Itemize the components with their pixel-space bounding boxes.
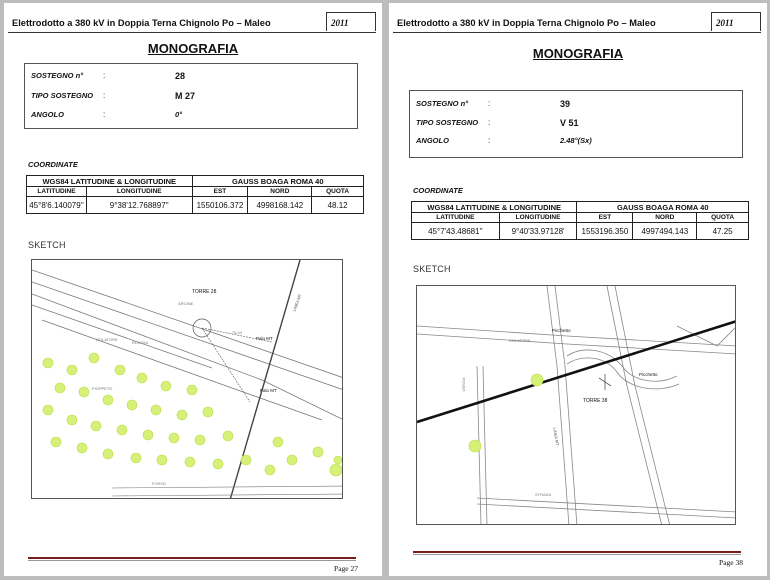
info-row-tipo [25,91,357,105]
angolo-label: ANGOLO [31,110,64,119]
col-quota: QUOTA [697,213,749,223]
monografia-title: MONOGRAFIA [147,41,239,56]
sketch-strada-label: STRADA [535,492,552,497]
sketch-torre-label: TORRE 38 [583,398,608,404]
header-title: Elettrodotto a 380 kV in Doppia Terna Chignolo Po – Maleo [12,18,271,28]
monografia-title: MONOGRAFIA [532,46,624,61]
colon: : [488,118,491,127]
document-page-38 [389,3,767,576]
sketch-label: SKETCH [28,240,66,250]
sketch-colatore-label: COLATORE [96,337,118,342]
footer-rule [413,554,741,555]
col-nord: NORD [633,213,697,223]
sketch-distance-label: 75.44 [232,330,243,335]
colon: : [103,110,106,119]
info-row-tipo [410,118,742,132]
page-number: Page 27 [334,564,358,573]
val-quota: 47.25 [697,223,749,240]
val-longitudine: 9°40'33.97128' [499,223,577,240]
sketch-torre-label: TORRE 28 [192,289,217,295]
wgs84-header: WGS84 LATITUDINE & LONGITUDINE [27,176,193,187]
val-latitudine: 45°8'6.140079'' [27,197,87,214]
col-est: EST [577,213,633,223]
sketch-roggia-label: ROGGIA [132,340,149,345]
val-est: 1550106.372 [192,197,248,214]
sketch-palo-label: Palo MT [260,388,277,393]
angolo-value: 0° [175,110,183,119]
sketch-map [416,285,736,525]
info-row-angolo [410,136,742,150]
sketch-colatore-label: COLATORE [509,338,531,343]
document-page-27 [4,3,382,576]
sostegno-label: SOSTEGNO n° [31,71,84,80]
tower-info-box [24,63,358,129]
sostegno-value: 39 [560,99,571,109]
col-longitudine: LONGITUDINE [86,187,192,197]
angolo-label: ANGOLO [416,136,449,145]
col-latitudine: LATITUDINE [27,187,87,197]
header-year: 2011 [326,12,376,31]
val-est: 1553196.350 [577,223,633,240]
sketch-fosso-label: FOSSO [152,481,167,486]
sketch-picchetto-label: Picchetto [639,372,658,377]
sketch-pioppeto-label: PIOPPETO [92,386,113,391]
colon: : [488,99,491,108]
info-row-angolo [25,110,357,124]
tipo-label: TIPO SOSTEGNO [31,91,94,100]
sketch-argine-label: ARGINE [178,301,194,306]
tower-info-box [409,90,743,158]
val-nord: 4997494.143 [633,223,697,240]
colon: : [488,136,491,145]
header-year: 2011 [711,12,761,31]
gauss-header: GAUSS BOAGA ROMA 40 [577,202,749,213]
sketch-picchetto-label: Picchetto [552,328,571,333]
footer-rule [413,551,741,553]
sketch-palo-label: Palo MT [256,336,273,341]
col-longitudine: LONGITUDINE [499,213,577,223]
coordinate-label: COORDINATE [413,186,463,195]
coordinate-label: COORDINATE [28,160,78,169]
sketch-label: SKETCH [413,264,451,274]
page-header [8,11,376,33]
info-row-sostegno [410,99,742,113]
val-nord: 4998168.142 [248,197,312,214]
col-nord: NORD [248,187,312,197]
coordinate-table [411,201,749,240]
tipo-value: V 51 [560,118,579,128]
wgs84-header: WGS84 LATITUDINE & LONGITUDINE [412,202,577,213]
page-header [393,11,761,33]
val-longitudine: 9°38'12.768897'' [86,197,192,214]
colon: : [103,91,106,100]
col-latitudine: LATITUDINE [412,213,500,223]
tipo-label: TIPO SOSTEGNO [416,118,479,127]
header-title: Elettrodotto a 380 kV in Doppia Terna Chignolo Po – Maleo [397,18,656,28]
val-latitudine: 45°7'43.48681'' [412,223,500,240]
col-quota: QUOTA [312,187,364,197]
colon: : [103,71,106,80]
gauss-header: GAUSS BOAGA ROMA 40 [192,176,364,187]
tipo-value: M 27 [175,91,196,101]
sketch-fosso-label: FOSSO [461,377,467,392]
sketch-linea-label: LINEA MT [552,427,561,446]
coordinate-table [26,175,364,214]
road-lines [32,270,343,420]
footer-rule [28,557,356,559]
poplar-trees [43,353,342,476]
sketch-linea-label: LINEA MT [291,293,303,312]
power-line-380kv [417,321,736,422]
footer-rule [28,560,356,561]
sostegno-label: SOSTEGNO n° [416,99,469,108]
angolo-value: 2.48°(Sx) [560,136,592,145]
info-row-sostegno [25,71,357,85]
sketch-map [31,259,343,499]
sostegno-value: 28 [175,71,186,81]
col-est: EST [192,187,248,197]
page-number: Page 38 [719,558,743,567]
road-lines [417,286,736,525]
val-quota: 48.12 [312,197,364,214]
